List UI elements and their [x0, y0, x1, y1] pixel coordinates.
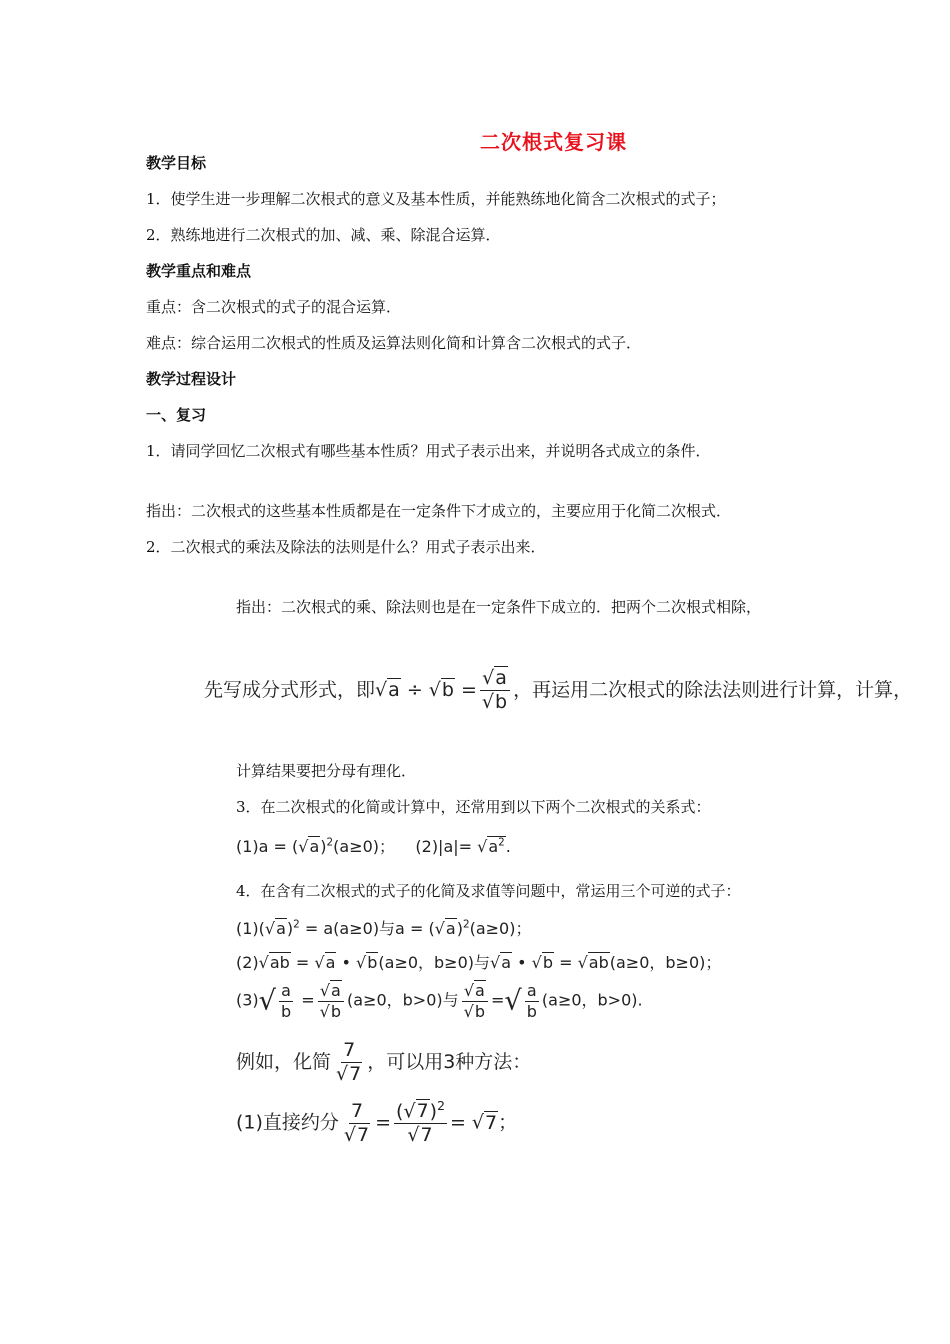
reversible-formula-3: (3)√ $\frac{a}{b}$ = $\frac{√a}{√b}$ (a≥0，b>0)与 $\frac{√a}{√b}$ =√ $\frac{a}{b}$ (a≥0，b>0). [236, 981, 643, 1021]
page-title: 二次根式复习课 [480, 130, 627, 154]
division-suffix: ，再运用二次根式的除法法则进行计算，计算， [513, 678, 913, 701]
objective-2: 2．熟练地进行二次根式的加、减、乘、除混合运算． [146, 226, 501, 244]
example-prefix: 例如，化简 [236, 1050, 332, 1073]
relation-formulas: $(1)a = (√a)^2(a\ge 0)$； $(2)|a|= √a^2$. [236, 836, 511, 856]
question-1: 1．请同学回忆二次根式有哪些基本性质？用式子表示出来，并说明各式成立的条件． [146, 442, 711, 460]
method-1-line: (1)直接约分 $\frac{7}{√7}$ = $\frac{(√7)^2}{√7}$ = √7； [236, 1099, 518, 1147]
division-formula: √a ÷ √b = $\frac{√a}{√b}$ [375, 679, 513, 701]
method-1-label: (1)直接约分 [236, 1111, 339, 1134]
division-rule-line [204, 668, 912, 713]
question-2: 2．二次根式的乘法及除法的法则是什么？用式子表示出来． [146, 538, 546, 556]
division-prefix: 先写成分式形式，即 [204, 678, 376, 701]
difficult-point: 难点：综合运用二次根式的性质及运算法则化简和计算含二次根式的式子． [146, 334, 642, 352]
reversible-formula-1: $(1)(√a)^2 = a(a\ge 0)$与$a = (√a)^2(a\ge 0)$； [236, 918, 532, 938]
objective-1: 1．使学生进一步理解二次根式的意义及基本性质，并能熟练地化简含二次根式的式子； [146, 190, 726, 208]
reversible-formula-2: (2)√ab = √a • √b(a≥0，b≥0)与√a • √b = √ab(a≥0，b≥0)； [236, 953, 722, 972]
example-line: 例如，化简 $\frac{7}{√7}$ ，可以用3种方法： [236, 1039, 532, 1085]
process-heading: 教学过程设计 [146, 370, 237, 388]
objectives-heading: 教学目标 [146, 154, 207, 172]
keypoints-heading: 教学重点和难点 [146, 262, 252, 280]
question-4: 4．在含有二次根式的式子的化简及求值等问题中，常运用三个可逆的式子： [236, 882, 741, 900]
note-2: 指出：二次根式的乘、除法则也是在一定条件下成立的．把两个二次根式相除， [236, 598, 762, 616]
note-3: 计算结果要把分母有理化． [236, 762, 417, 780]
section-review-heading: 一、复习 [146, 406, 207, 424]
note-1: 指出：二次根式的这些基本性质都是在一定条件下才成立的，主要应用于化简二次根式． [146, 502, 732, 520]
question-3: 3．在二次根式的化简或计算中，还常用到以下两个二次根式的关系式： [236, 798, 711, 816]
example-suffix: ，可以用3种方法： [367, 1050, 532, 1073]
key-point: 重点：含二次根式的式子的混合运算． [146, 298, 402, 316]
